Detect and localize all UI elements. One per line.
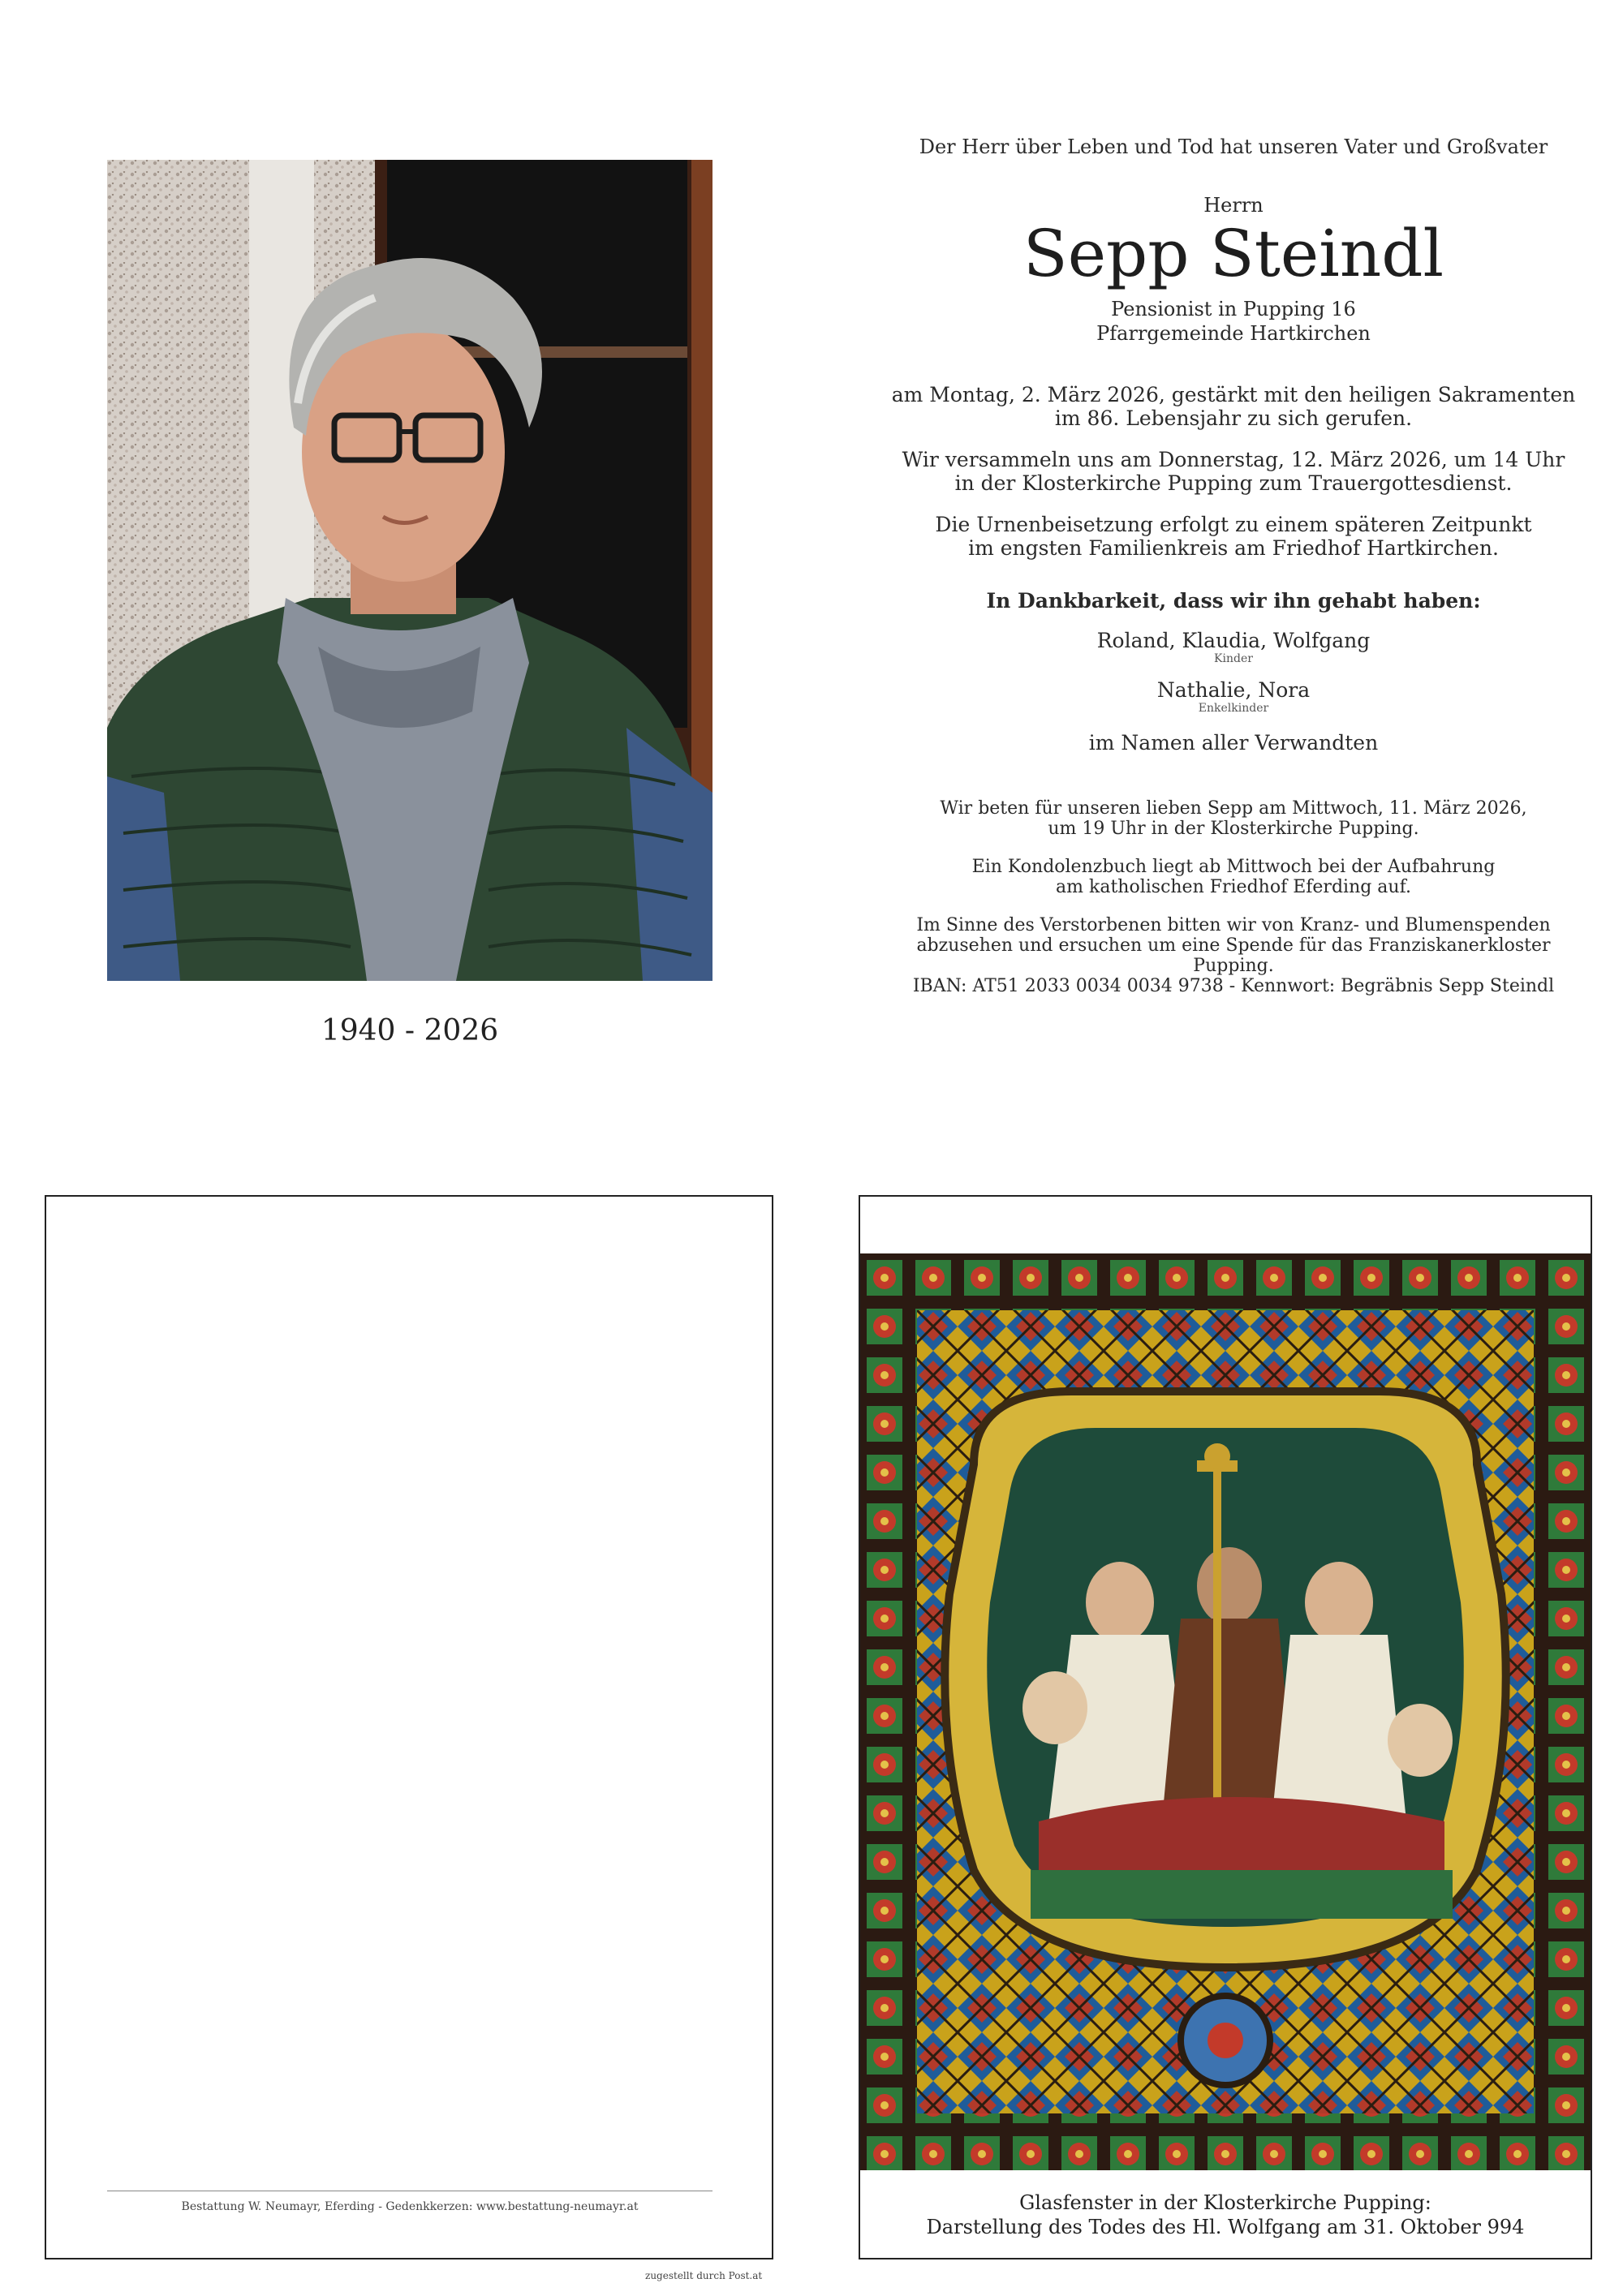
prayer-line-2: um 19 Uhr in der Klosterkirche Pupping. [1048,819,1419,839]
grandchildren-label: Enkelkinder [1198,702,1269,715]
service-line-2: in der Klosterkirche Pupping zum Trauergottesdienst. [954,471,1513,495]
funeral-home-footer: Bestattung W. Neumayr, Eferding - Gedenkkerzen: www.bestattung-neumayr.at [181,2200,639,2213]
condolence-line-2: am katholischen Friedhof Eferding auf. [1056,877,1411,897]
grandchildren-names: Nathalie, Nora [1156,678,1311,702]
donation-line-3: IBAN: AT51 2033 0034 0034 9738 - Kennwort: Begräbnis Sepp Steindl [912,976,1555,996]
intro-text: Der Herr über Leben und Tod hat unseren Vater und Großvater [919,135,1548,158]
death-line-2: im 86. Lebensjahr zu sich gerufen. [1054,406,1413,430]
relatives-line: im Namen aller Verwandten [1088,731,1379,755]
service-line-1: Wir versammeln uns am Donnerstag, 12. März 2026, um 14 Uhr [902,448,1565,471]
stained-glass-image [860,1253,1591,2170]
occupation: Pensionist in Pupping 16 [1111,298,1356,320]
donation-line-2: abzusehen und ersuchen um eine Spende für das Franziskanerkloster Pupping. [916,935,1551,976]
children-names: Roland, Klaudia, Wolfgang [1096,629,1371,652]
caption-line-1: Glasfenster in der Klosterkirche Pupping: [1019,2191,1431,2214]
caption-line-2: Darstellung des Todes des Hl. Wolfgang am 31. Oktober 994 [926,2216,1525,2238]
post-note: zugestellt durch Post.at [645,2270,763,2281]
urn-line-1: Die Urnenbeisetzung erfolgt zu einem späteren Zeitpunkt [935,513,1532,536]
portrait-photo [107,160,712,981]
deceased-name: Sepp Steindl [1022,216,1444,291]
image-caption [860,2191,1591,2239]
donation-line-1: Im Sinne des Verstorbenen bitten wir von Kranz- und Blumenspenden [916,915,1551,935]
prayer-line-1: Wir beten für unseren lieben Sepp am Mittwoch, 11. März 2026, [940,798,1527,819]
obituary-text [876,130,1591,996]
life-years: 1940 - 2026 [321,1014,499,1047]
condolence-line-1: Ein Kondolenzbuch liegt ab Mittwoch bei der Aufbahrung [971,857,1496,877]
children-label: Kinder [1214,652,1253,665]
death-line-1: am Montag, 2. März 2026, gestärkt mit den heiligen Sakramenten [891,383,1576,406]
back-panel-left [45,1195,773,2259]
gratitude-line: In Dankbarkeit, dass wir ihn gehabt haben: [986,589,1481,613]
urn-line-2: im engsten Familienkreis am Friedhof Hartkirchen. [968,536,1499,560]
honorific: Herrn [1203,194,1264,217]
parish: Pfarrgemeinde Hartkirchen [1096,322,1371,345]
